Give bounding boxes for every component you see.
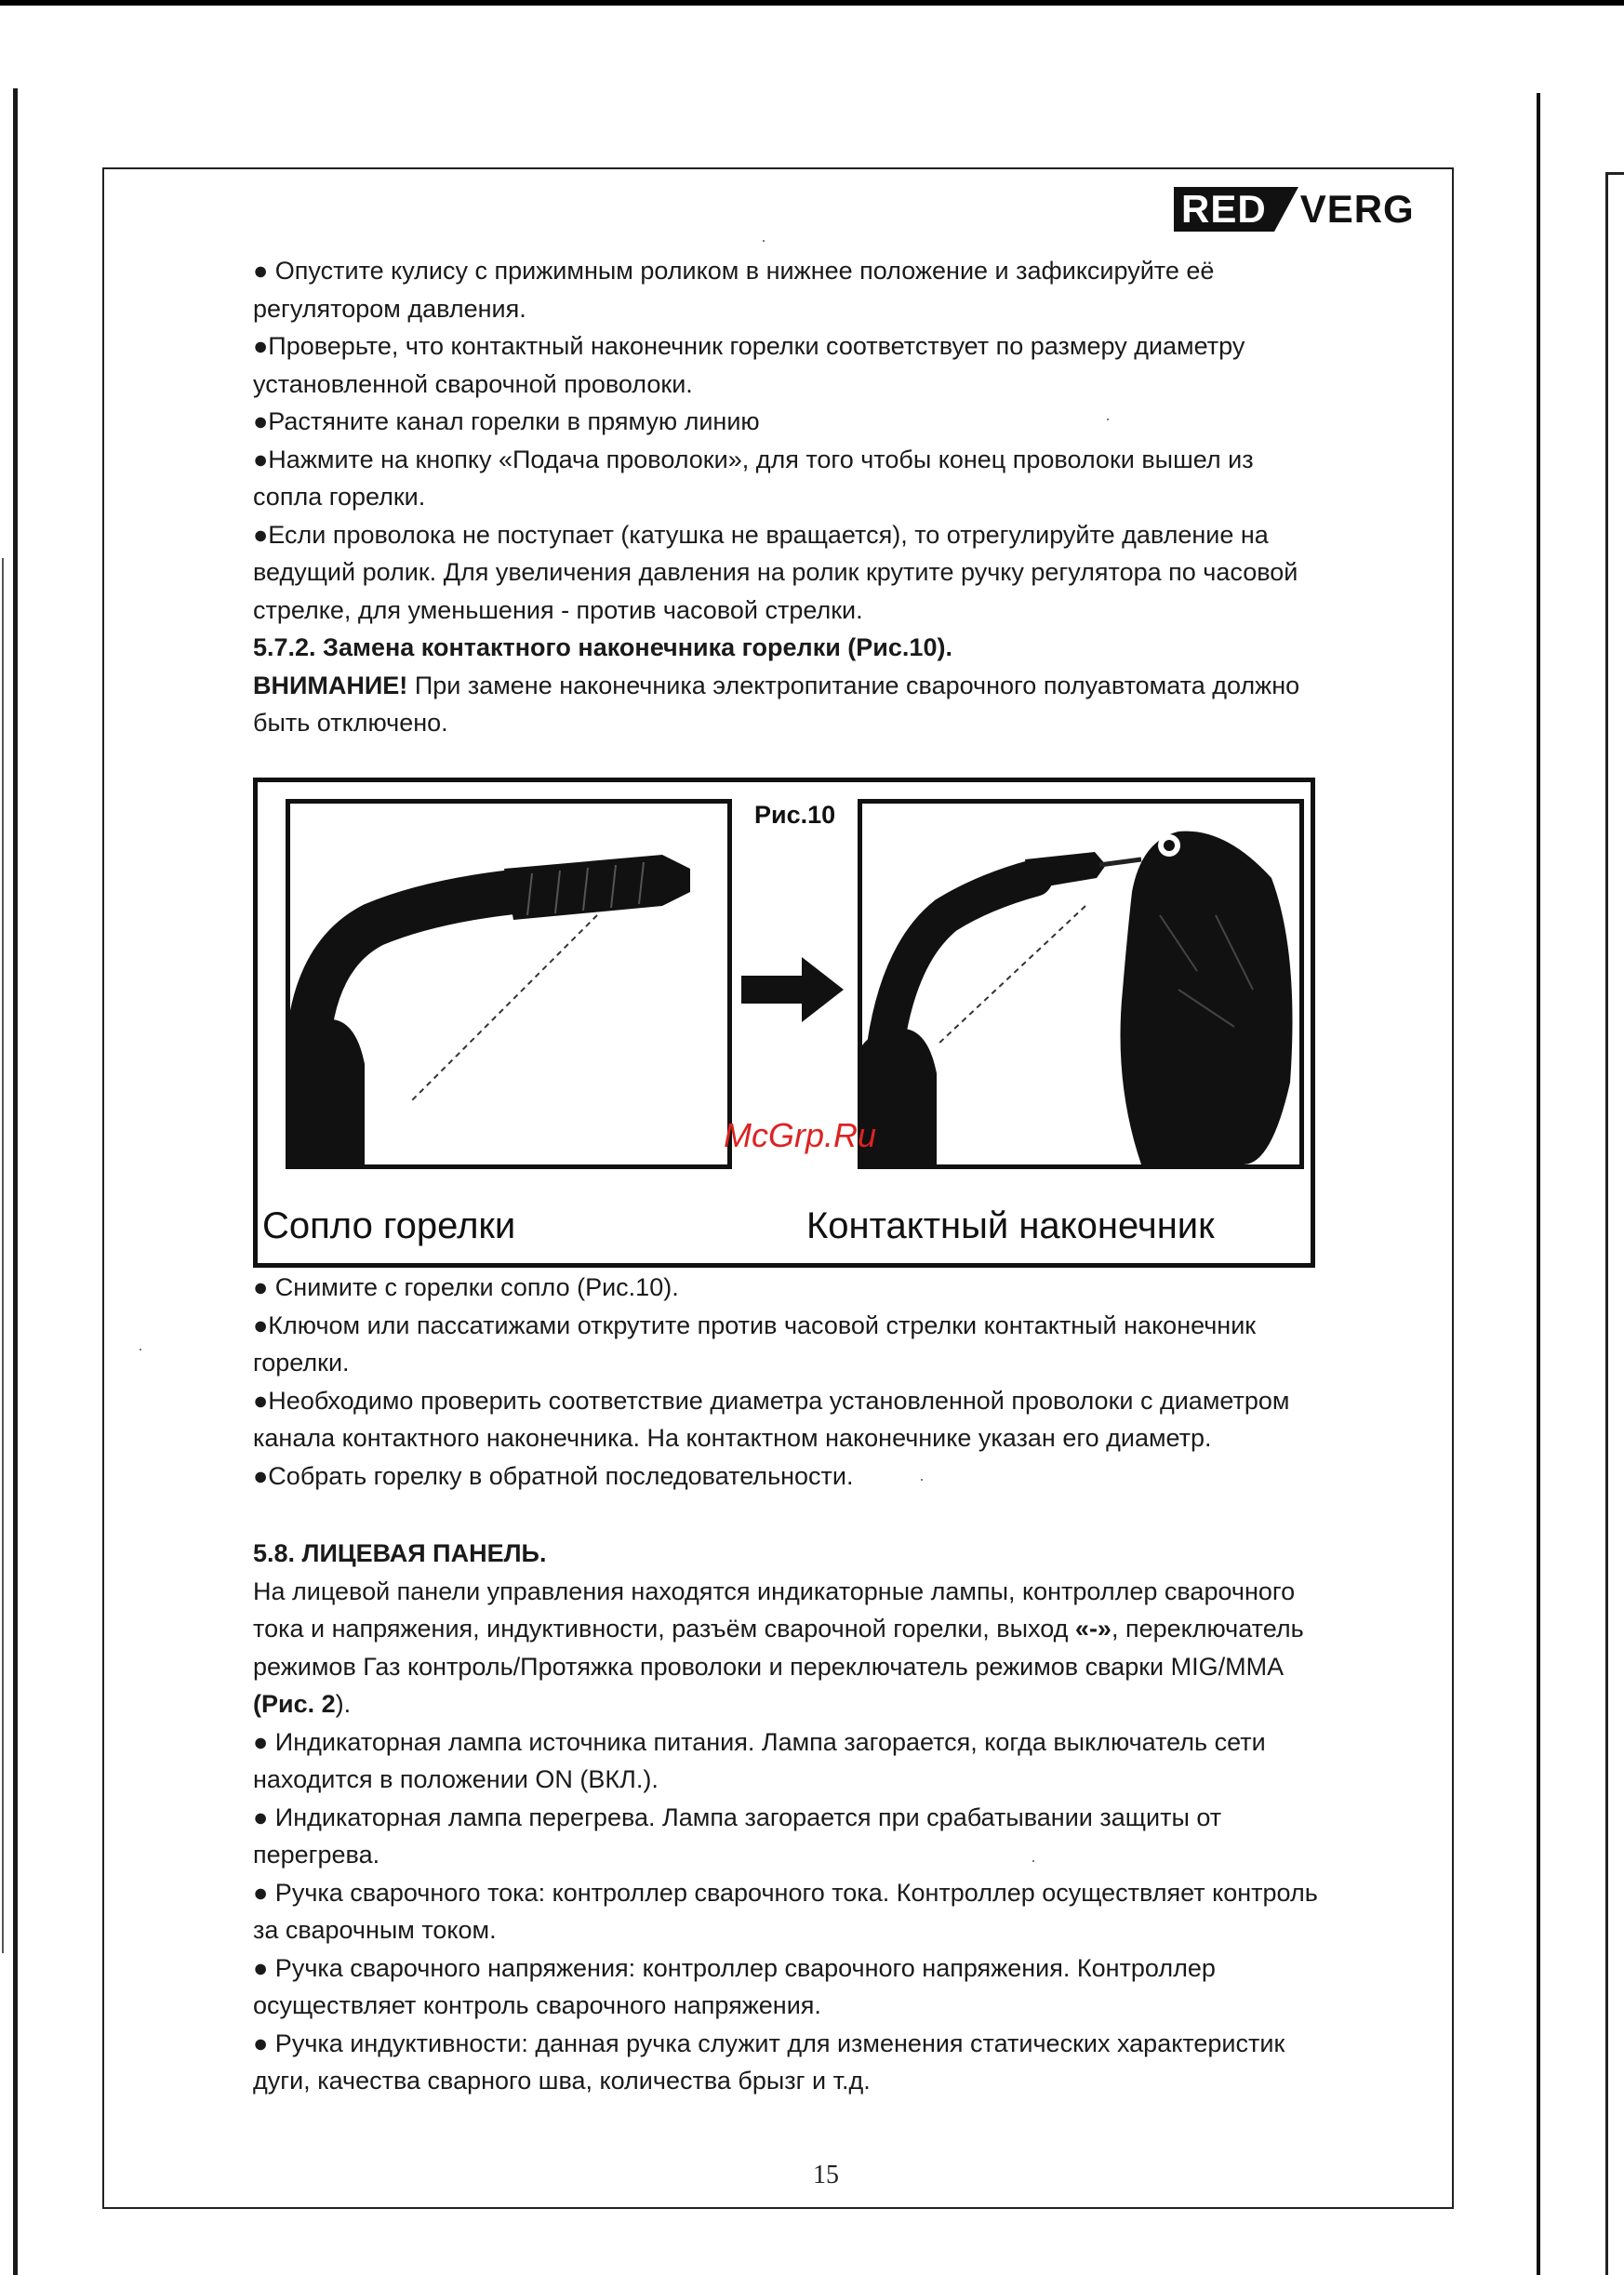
text-line: (Рис. 2).	[253, 1690, 352, 1718]
text-line: ● Индикаторная лампа источника питания. Лампа загорается, когда выключатель сети	[253, 1727, 1266, 1756]
text-line: дуги, качества сварного шва, количества брызг и т.д.	[253, 2067, 871, 2095]
scan-speck	[763, 240, 765, 242]
figure-panel-contact-tip	[858, 799, 1304, 1169]
logo-slash-shape	[1274, 187, 1298, 232]
figure-panel-nozzle	[286, 799, 732, 1169]
caption-nozzle: Сопло горелки	[262, 1205, 516, 1246]
figure-10	[253, 778, 1315, 1268]
text-line: ● Индикаторная лампа перегрева. Лампа загорается при срабатывании защиты от	[253, 1803, 1222, 1831]
text-line: сопла горелки.	[253, 483, 426, 511]
text-line: ● Опустите кулису с прижимным роликом в нижнее положение и зафиксируйте её	[253, 257, 1215, 285]
text-line: ●Собрать горелку в обратной последовательности.	[253, 1461, 854, 1490]
text-line: ●Проверьте, что контактный наконечник горелки соответствует по размеру диаметру	[253, 332, 1245, 360]
section-wire-feed	[253, 252, 1416, 742]
page-number: 15	[813, 2161, 839, 2189]
text-line: ● Снимите с горелки сопло (Рис.10).	[253, 1273, 679, 1301]
text-line: ●Если проволока не поступает (катушка не вращается), то отрегулируйте давление на	[253, 520, 1269, 549]
scan-edge-left-faint	[2, 558, 4, 1953]
section-tip-replacement	[253, 1269, 1416, 1495]
scan-edge-left	[13, 88, 18, 2275]
scan-edge-right	[1537, 93, 1540, 2275]
text-line: тока и напряжения, индуктивности, разъём сварочной горелки, выход «-», переключатель	[253, 1615, 1304, 1643]
text-line: осуществляет контроль сварочного напряжения.	[253, 1991, 821, 2019]
watermark-mcgrp: McGrp.Ru	[724, 1116, 877, 1154]
text-line: ведущий ролик. Для увеличения давления на ролик крутите ручку регулятора по часовой	[253, 558, 1298, 586]
logo-red-part: RED	[1174, 187, 1274, 232]
logo-verg-part: VERG	[1299, 187, 1415, 231]
scan-speck	[921, 1479, 923, 1481]
caption-contact-tip: Контактный наконечник	[806, 1205, 1215, 1246]
figure-label: Рис.10	[754, 801, 836, 829]
text-line: ● Ручка сварочного тока: контроллер сварочного тока. Контроллер осуществляет контроль	[253, 1878, 1318, 1907]
text-line: стрелке, для уменьшения - против часовой стрелки.	[253, 595, 863, 624]
text-line: ●Ключом или пассатижами открутите против часовой стрелки контактный наконечник	[253, 1310, 1257, 1339]
text-line: находится в положении ON (ВКЛ.).	[253, 1765, 659, 1793]
text-line: ●Нажмите на кнопку «Подача проволоки», для того чтобы конец проволоки вышел из	[253, 445, 1254, 473]
scan-edge-far-right-corner	[1605, 172, 1624, 175]
right-arrow-icon	[741, 957, 844, 1022]
warning-paragraph: ВНИМАНИЕ! При замене наконечника электропитание сварочного полуавтомата должно	[253, 671, 1300, 699]
scan-speck	[1107, 419, 1109, 420]
text-line: ● Ручка сварочного напряжения: контроллер сварочного напряжения. Контроллер	[253, 1953, 1216, 1982]
text-line: канала контактного наконечника. На контактном наконечнике указан его диаметр.	[253, 1424, 1212, 1452]
text-line: режимов Газ контроль/Протяжка проволоки и переключатель режимов сварки MIG/MMA	[253, 1652, 1285, 1681]
scan-edge-far-right	[1605, 172, 1608, 2275]
text-line: ●Необходимо проверить соответствие диаметра установленной проволоки с диаметром	[253, 1386, 1290, 1415]
scan-speck	[1032, 1860, 1034, 1862]
scan-edge-top	[0, 0, 1624, 6]
redverg-logo	[1174, 186, 1415, 233]
section-front-panel	[253, 1535, 1416, 2100]
scan-speck	[140, 1349, 141, 1350]
text-line: быть отключено.	[253, 709, 448, 737]
text-line: перегрева.	[253, 1841, 380, 1869]
heading-5-7-2: 5.7.2. Замена контактного наконечника горелки (Рис.10).	[253, 633, 952, 661]
warning-label: ВНИМАНИЕ!	[253, 671, 408, 699]
torch-nozzle-illustration	[290, 804, 727, 1164]
text-line: На лицевой панели управления находятся индикаторные лампы, контроллер сварочного	[253, 1577, 1296, 1605]
text-line: регулятором давления.	[253, 294, 526, 323]
text-line: установленной сварочной проволоки.	[253, 369, 693, 398]
heading-5-8: 5.8. ЛИЦЕВАЯ ПАНЕЛЬ.	[253, 1539, 547, 1567]
contact-tip-illustration	[862, 804, 1299, 1164]
text-line: ●Растяните канал горелки в прямую линию	[253, 407, 760, 435]
text-line: за сварочным током.	[253, 1916, 497, 1944]
text-line: горелки.	[253, 1349, 350, 1377]
text-line: ● Ручка индуктивности: данная ручка служит для изменения статических характеристик	[253, 2029, 1285, 2057]
